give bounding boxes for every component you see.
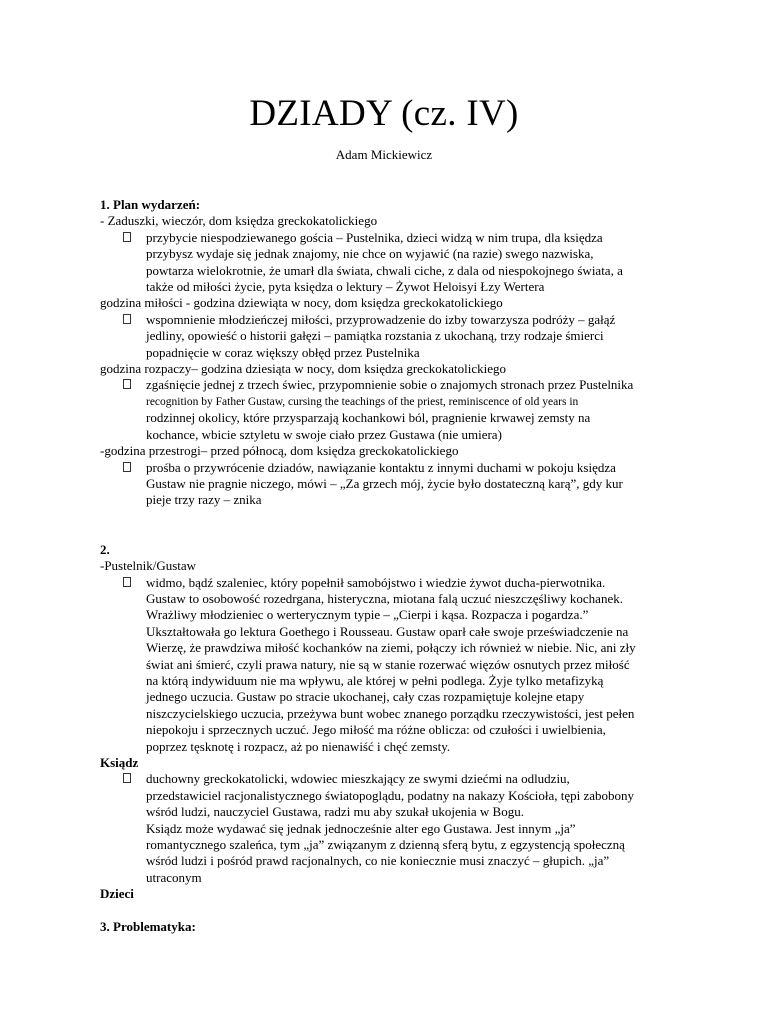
bullet-line: świat ani śmierć, czyli prawa natury, nie są w stanie rozerwać więzów osnutych przez miłość xyxy=(146,656,630,672)
bullet-item xyxy=(100,312,690,361)
section-heading-plan: 1. Plan wydarzeń: xyxy=(100,197,201,212)
spacer xyxy=(100,509,690,542)
bullet-line: Wrażliwy młodzieniec o werterycznym typie – „Cierpi i kąsa. Rozpacza i pogardza.” xyxy=(146,607,589,623)
subheading-ksiadz: Ksiądz xyxy=(100,755,139,770)
bullet-icon xyxy=(123,773,131,783)
bullet-line: poprzez tęsknotę i rozpacz, aż po nienawiść i chęć zemsty. xyxy=(146,738,451,754)
bullet-line: także od miłości życie, pyta księdza o lektury – Żywot Heloisyi Łzy Wertera xyxy=(146,279,545,295)
bullet-icon xyxy=(123,379,131,389)
bullet-line: pieje trzy razy – znika xyxy=(146,492,262,508)
bullet-item xyxy=(100,575,690,755)
bullet-line: niepokoju i sprzecznych uczuć. Jego miłość ma różne oblicza: od czułości i uwielbienia, xyxy=(146,722,606,738)
bullet-line: przybycie niespodziewanego gościa – Pustelnika, dzieci widzą w nim trupa, dla księdza xyxy=(146,229,603,245)
bullet-line: kochance, wbicie sztyletu w swoje ciało przez Gustawa (nie umiera) xyxy=(146,426,502,442)
bullet-icon xyxy=(123,462,131,472)
bullet-line: rodzinnej okolicy, które przysparzają kochankowi ból, pragnienie krwawej zemsty na xyxy=(146,410,591,426)
bullet-line: Wierzę, że prawdziwa miłość kochanków na ziemi, połączy ich również w niebie. Nic, ani zły xyxy=(146,640,636,656)
page-title: DZIADY (cz. IV) xyxy=(249,93,519,134)
section-heading-characters: 2. xyxy=(100,541,110,557)
bullet-line: widmo, bądź szaleniec, który popełnił samobójstwo i wiedzie żywot ducha-pierwotnika. xyxy=(146,574,606,590)
bullet-line: zgaśnięcie jednej z trzech świec, przypomnienie sobie o znajomych stronach przez Pustelnika xyxy=(146,377,634,393)
bullet-line: Gustaw to osobowość rozedrgana, histeryczna, miotana falą uczuć nieszczęśliwy kochanek. xyxy=(146,590,623,606)
bullet-icon xyxy=(123,314,131,324)
bullet-line: niszczycielskiego uczucia, przeżywa bunt wobec znanego porządku rzeczywistości, jest pełen xyxy=(146,705,635,721)
paragraph: -godzina przestrogi– przed północą, dom księdza greckokatolickiego xyxy=(100,443,459,459)
bullet-icon xyxy=(123,232,131,242)
bullet-item xyxy=(100,230,690,296)
bullet-line: wśród ludzi, nauczyciel Gustawa, radzi mu aby szukał ukojenia w Bogu. xyxy=(146,804,524,820)
subheading-dzieci: Dzieci xyxy=(100,886,134,902)
bullet-line: jedliny, opowieść o historii gałęzi – pamiątka rozstania z ukochaną, trzy rodzaje śmierci xyxy=(146,328,604,344)
section-heading-problematyka: 3. Problematyka: xyxy=(100,918,196,934)
bullet-line: duchowny greckokatolicki, wdowiec mieszkający ze swymi dziećmi na odludziu, xyxy=(146,771,570,787)
bullet-line: przybysz wydaje się jednak znajomy, nie chce on wyjawić (na razie) swego nazwiska, xyxy=(146,246,594,262)
bullet-line: popadnięcie w coraz większy obłęd przez Pustelnika xyxy=(146,344,420,360)
bullet-line: romantycznego szaleńca, tym „ja” związanym z dzienną sferą bytu, z egzystencją społeczną xyxy=(146,837,625,853)
bullet-item xyxy=(100,460,690,509)
paragraph: godzina miłości - godzina dziewiąta w nocy, dom księdza greckokatolickiego xyxy=(100,295,503,311)
bullet-icon xyxy=(123,577,131,587)
bullet-line: przedstawiciel racjonalistycznego światopoglądu, podatny na nakazy Kościoła, tępi zabobony xyxy=(146,787,635,803)
bullet-item xyxy=(100,377,690,443)
bullet-line: wspomnienie młodzieńczej miłości, przyprowadzenie do izby towarzysza podróży – gałąź xyxy=(146,311,616,327)
paragraph: -Pustelnik/Gustaw xyxy=(100,558,197,574)
bullet-line: recognition by Father Gustaw, cursing the teachings of the priest, reminiscence of old years in xyxy=(146,395,579,408)
bullet-item xyxy=(100,771,690,886)
bullet-line: Gustaw nie pragnie niczego, mówi – „Za grzech mój, życie było dostateczną karą”, gdy kur xyxy=(146,475,623,491)
bullet-line: wśród ludzi i pośród prawd racjonalnych, co nie koniecznie musi znaczyć – głupich. „ja” xyxy=(146,853,610,869)
bullet-line: Ukształtowała go lektura Goethego i Rousseau. Gustaw oparł całe swoje przeświadczenie na xyxy=(146,623,629,639)
bullet-line: utraconym xyxy=(146,869,202,885)
bullet-line: prośba o przywrócenie dziadów, nawiązanie kontaktu z innymi duchami w pokoju księdza xyxy=(146,459,616,475)
paragraph: godzina rozpaczy– godzina dziesiąta w nocy, dom księdza greckokatolickiego xyxy=(100,361,506,377)
spacer xyxy=(100,903,690,919)
bullet-line: jednego uczucia. Gustaw po stracie ukochanej, cały czas rozpamiętuje kolejne etapy xyxy=(146,689,585,705)
bullet-line: Ksiądz może wydawać się jednak jednocześnie alter ego Gustawa. Jest innym „ja” xyxy=(146,820,576,836)
author: Adam Mickiewicz xyxy=(335,147,433,162)
paragraph: - Zaduszki, wieczór, dom księdza greckokatolickiego xyxy=(100,213,378,229)
bullet-line: powtarza wielokrotnie, że umarł dla świata, chwali ciche, z dala od niespokojnego świata, a xyxy=(146,262,623,278)
bullet-line: na którą indywiduum nie ma wpływu, ale której w pełni podlega. Żyje tylko metafizyką xyxy=(146,672,604,688)
document-body xyxy=(100,197,690,935)
